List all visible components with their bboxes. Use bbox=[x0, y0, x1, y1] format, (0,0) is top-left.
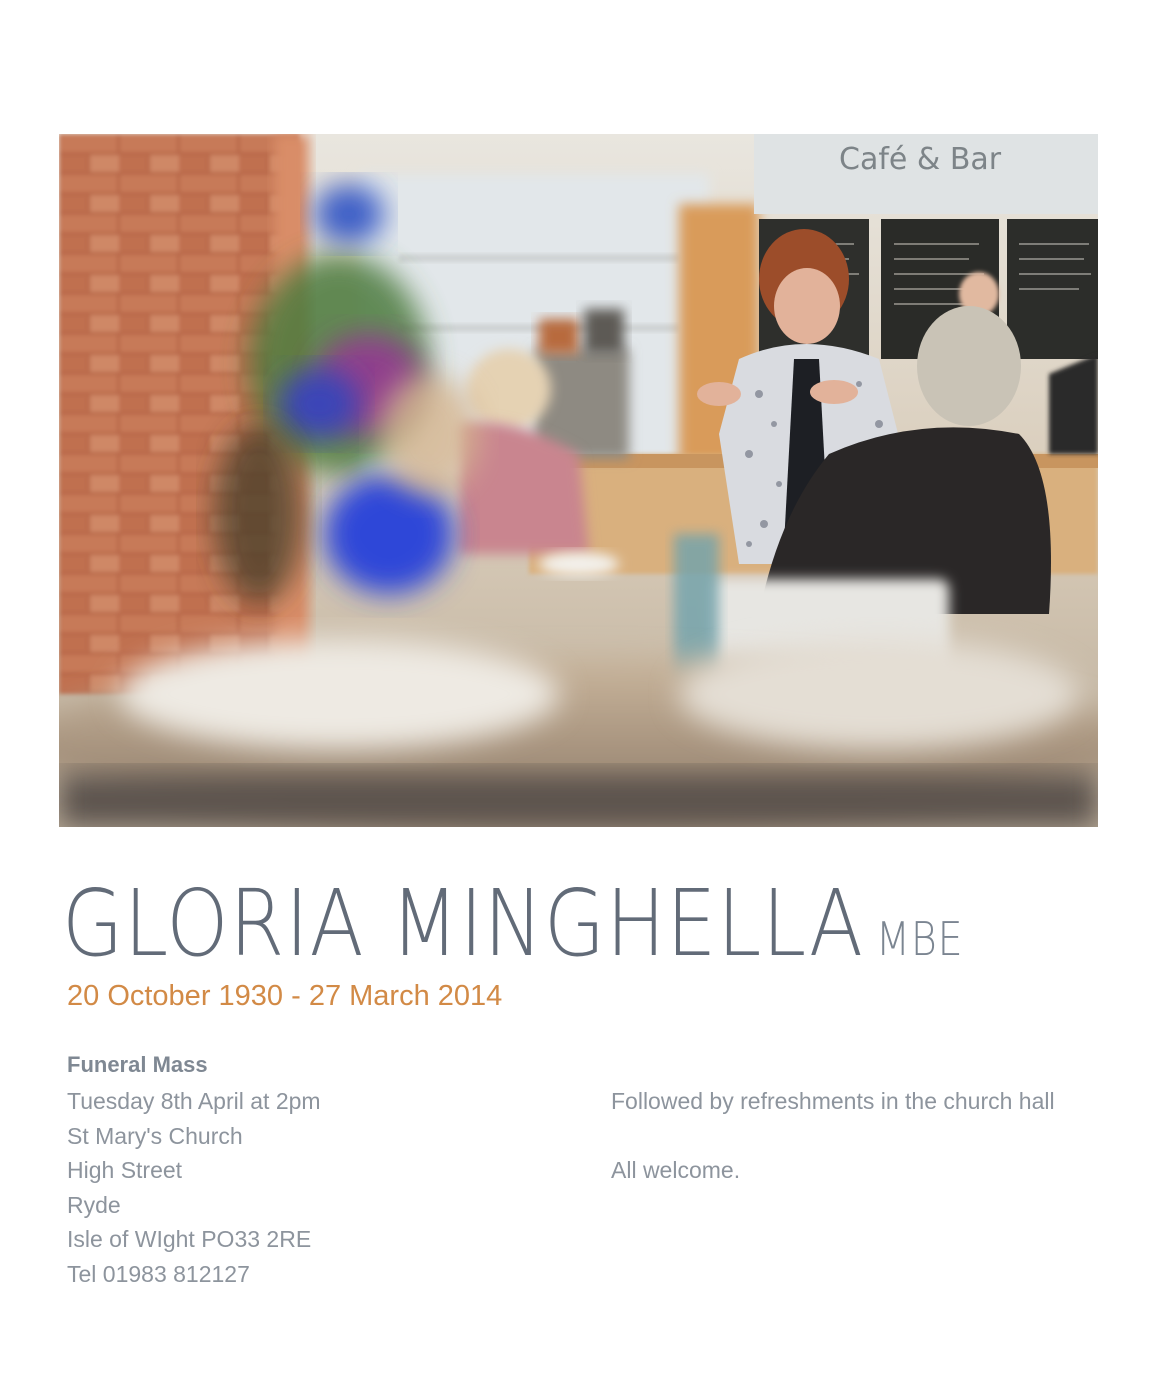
deceased-name bbox=[62, 870, 964, 977]
notes-spacer bbox=[611, 1119, 1111, 1154]
service-town: Ryde bbox=[67, 1191, 121, 1218]
service-venue: St Mary's Church bbox=[67, 1122, 243, 1149]
additional-notes bbox=[611, 1084, 1111, 1188]
service-date-time: Tuesday 8th April at 2pm bbox=[67, 1088, 321, 1114]
service-details bbox=[67, 1049, 567, 1292]
deceased-name-main: GLORIA MINGHELLA bbox=[62, 870, 864, 977]
welcome-note: All welcome. bbox=[611, 1157, 741, 1184]
service-street: High Street bbox=[67, 1157, 183, 1184]
memorial-photo bbox=[59, 134, 1098, 827]
service-region-postcode: Isle of WIght PO33 2RE bbox=[67, 1226, 312, 1253]
cafe-sign-text: Café & Bar bbox=[839, 142, 1002, 177]
service-heading: Funeral Mass bbox=[67, 1052, 208, 1077]
honour-suffix: MBE bbox=[875, 912, 964, 966]
life-dates: 20 October 1930 - 27 March 2014 bbox=[67, 980, 503, 1012]
refreshments-note: Followed by refreshments in the church hall bbox=[611, 1088, 1055, 1114]
service-telephone: Tel 01983 812127 bbox=[67, 1260, 250, 1287]
